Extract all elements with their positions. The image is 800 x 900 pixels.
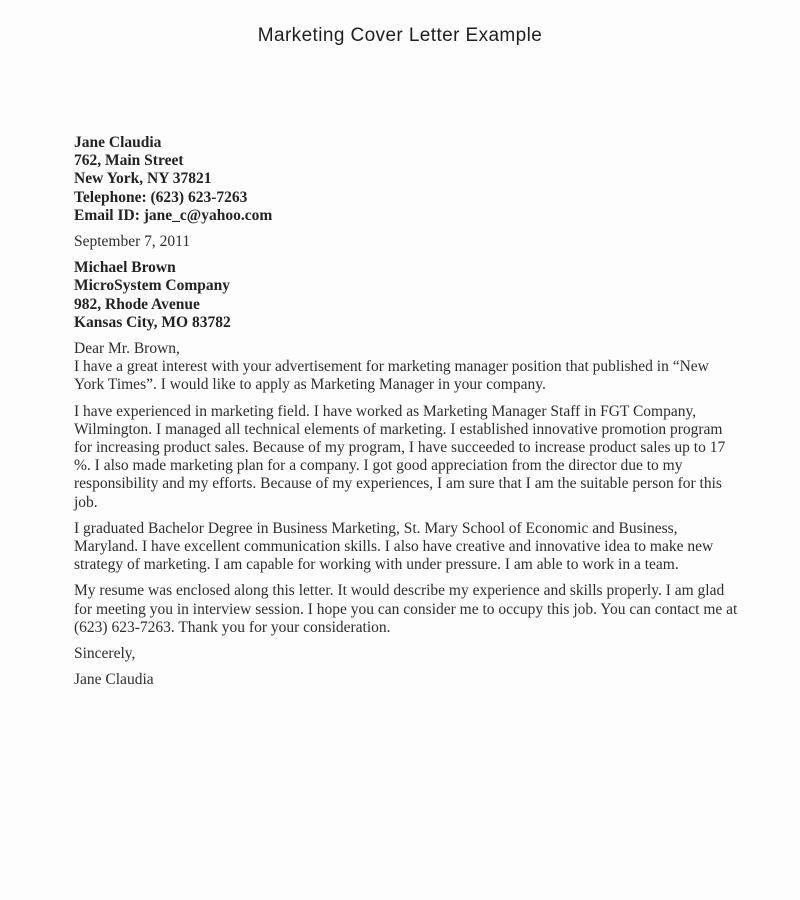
recipient-street: 982, Rhode Avenue <box>74 295 200 313</box>
signature-block <box>74 645 738 689</box>
salutation: Dear Mr. Brown, <box>74 340 180 358</box>
sender-street: 762, Main Street <box>74 152 184 170</box>
sender-name: Jane Claudia <box>74 134 162 151</box>
cover-letter-body <box>74 134 738 689</box>
recipient-address-block <box>74 259 738 332</box>
sender-city-state-zip: New York, NY 37821 <box>74 170 212 188</box>
paragraph-3: I graduated Bachelor Degree in Business Marketing, St. Mary School of Economic and Business, Maryland. I have excellent communication skills. I also have creative and innovative idea to make new strategy of marketing. I am capable for working with under pressure. I am able to work in a team. <box>74 519 714 574</box>
paragraph-1: I have a great interest with your advertisement for marketing manager position that published in “New York Times”. I would like to apply as Marketing Manager in your company. <box>74 358 709 394</box>
sender-address-block <box>74 134 738 225</box>
recipient-name: Michael Brown <box>74 259 176 277</box>
sender-email: Email ID: jane_c@yahoo.com <box>74 206 273 224</box>
recipient-city-state-zip: Kansas City, MO 83782 <box>74 313 231 331</box>
page-title: Marketing Cover Letter Example <box>257 25 543 46</box>
signature-name: Jane Claudia <box>74 671 154 689</box>
paragraph-4: My resume was enclosed along this letter. It would describe my experience and skills properly. I am glad for meeting you in interview session. I hope you can consider me to occupy this job. You can contact me at (623) 623-7263. Thank you for your consideration. <box>74 582 738 636</box>
letter-date: September 7, 2011 <box>74 233 191 251</box>
closing: Sincerely, <box>74 645 136 663</box>
recipient-company: MicroSystem Company <box>74 277 230 295</box>
paragraph-2: I have experienced in marketing field. I have worked as Marketing Manager Staff in FGT Company, Wilmington. I managed all technical elements of marketing. I established innovative promotion program for increasing product sales. Because of my program, I have succeeded to increase product sales up to 17 %. I also made marketing plan for a company. I got good appreciation from the director due to my responsibility and my efforts. Because of my experiences, I am sure that I am the suitable person for this job. <box>74 402 726 511</box>
opening-paragraph-group <box>74 340 738 395</box>
sender-telephone: Telephone: (623) 623-7263 <box>74 188 248 206</box>
